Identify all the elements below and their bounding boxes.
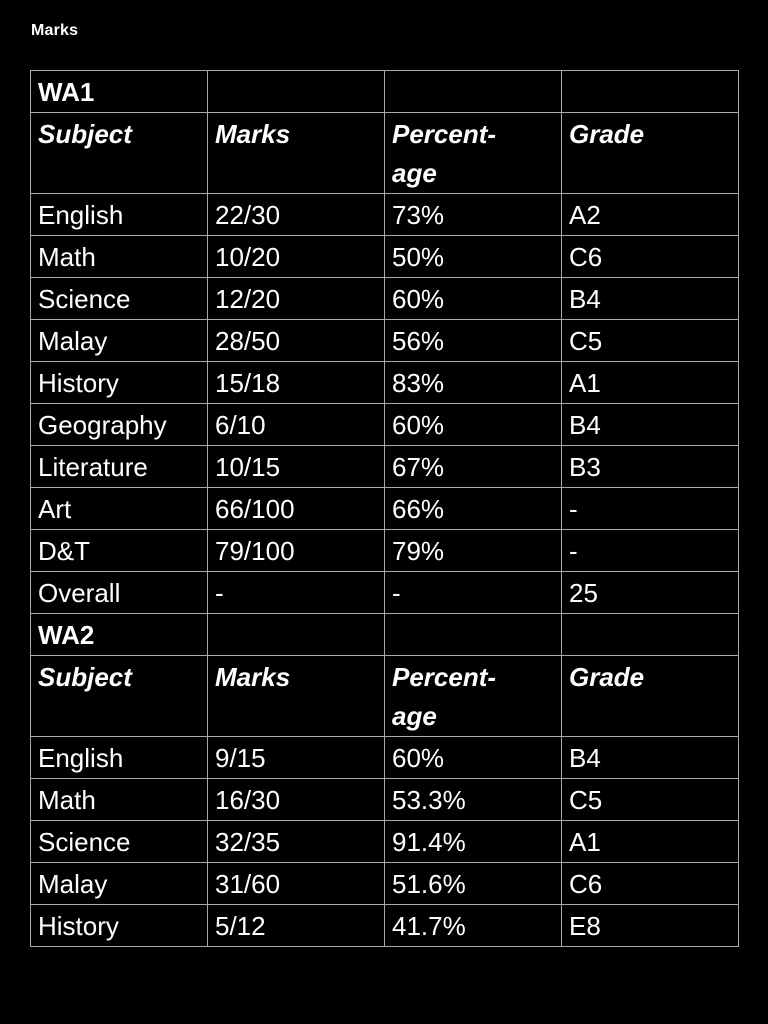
table-row: [31, 278, 739, 320]
cell-grade: -: [562, 530, 739, 572]
table-row: [31, 404, 739, 446]
cell-subject: English: [31, 737, 208, 779]
empty-cell: [208, 71, 385, 113]
empty-cell: [562, 614, 739, 656]
cell-marks: 5/12: [208, 905, 385, 947]
header-subject: Subject: [31, 113, 208, 194]
cell-percentage: 53.3%: [385, 779, 562, 821]
cell-marks: 10/20: [208, 236, 385, 278]
table-row: [31, 863, 739, 905]
cell-grade: B4: [562, 737, 739, 779]
table-row: [31, 905, 739, 947]
cell-marks: 16/30: [208, 779, 385, 821]
empty-cell: [385, 71, 562, 113]
cell-percentage: 73%: [385, 194, 562, 236]
cell-subject: Art: [31, 488, 208, 530]
table-row: [31, 236, 739, 278]
cell-percentage: 60%: [385, 278, 562, 320]
empty-cell: [385, 614, 562, 656]
cell-subject: Literature: [31, 446, 208, 488]
page-title: Marks: [31, 22, 79, 39]
cell-percentage: 56%: [385, 320, 562, 362]
cell-subject: Science: [31, 278, 208, 320]
cell-percentage: 51.6%: [385, 863, 562, 905]
table-row: [31, 194, 739, 236]
cell-subject: Math: [31, 779, 208, 821]
cell-grade: 25: [562, 572, 739, 614]
cell-grade: A2: [562, 194, 739, 236]
cell-marks: -: [208, 572, 385, 614]
header-marks: Marks: [208, 656, 385, 737]
cell-percentage: 60%: [385, 404, 562, 446]
cell-grade: C5: [562, 320, 739, 362]
cell-marks: 9/15: [208, 737, 385, 779]
cell-percentage: 83%: [385, 362, 562, 404]
header-percentage: [385, 113, 562, 194]
cell-subject: Malay: [31, 320, 208, 362]
cell-marks: 32/35: [208, 821, 385, 863]
cell-percentage: 41.7%: [385, 905, 562, 947]
cell-percentage: 79%: [385, 530, 562, 572]
cell-subject: Science: [31, 821, 208, 863]
table-row: [31, 821, 739, 863]
cell-marks: 66/100: [208, 488, 385, 530]
cell-grade: A1: [562, 821, 739, 863]
cell-grade: C6: [562, 236, 739, 278]
table-row: [31, 572, 739, 614]
cell-grade: B3: [562, 446, 739, 488]
cell-percentage: 67%: [385, 446, 562, 488]
cell-subject: History: [31, 362, 208, 404]
cell-marks: 10/15: [208, 446, 385, 488]
header-percentage-line1: Percent-: [392, 119, 497, 149]
header-percentage-line1: Percent-: [392, 662, 497, 692]
table-row: [31, 530, 739, 572]
cell-grade: C6: [562, 863, 739, 905]
empty-cell: [208, 614, 385, 656]
header-row: [31, 656, 739, 737]
header-percentage: [385, 656, 562, 737]
cell-marks: 12/20: [208, 278, 385, 320]
cell-subject: Malay: [31, 863, 208, 905]
header-percentage-line2: age: [392, 158, 437, 188]
section-title: WA2: [31, 614, 208, 656]
table-row: [31, 488, 739, 530]
marks-table-body: [31, 71, 739, 947]
header-subject: Subject: [31, 656, 208, 737]
table-row: [31, 362, 739, 404]
section-title-row: [31, 614, 739, 656]
header-row: [31, 113, 739, 194]
cell-subject: Overall: [31, 572, 208, 614]
cell-subject: D&T: [31, 530, 208, 572]
cell-percentage: 66%: [385, 488, 562, 530]
marks-table: [30, 70, 739, 947]
cell-subject: Math: [31, 236, 208, 278]
table-row: [31, 737, 739, 779]
cell-marks: 79/100: [208, 530, 385, 572]
cell-grade: A1: [562, 362, 739, 404]
cell-grade: E8: [562, 905, 739, 947]
cell-subject: English: [31, 194, 208, 236]
cell-marks: 15/18: [208, 362, 385, 404]
header-percentage-line2: age: [392, 701, 437, 731]
table-row: [31, 779, 739, 821]
table-row: [31, 320, 739, 362]
cell-grade: B4: [562, 278, 739, 320]
empty-cell: [562, 71, 739, 113]
cell-percentage: 50%: [385, 236, 562, 278]
cell-grade: -: [562, 488, 739, 530]
cell-marks: 28/50: [208, 320, 385, 362]
cell-marks: 6/10: [208, 404, 385, 446]
cell-percentage: 60%: [385, 737, 562, 779]
cell-percentage: -: [385, 572, 562, 614]
cell-percentage: 91.4%: [385, 821, 562, 863]
table-row: [31, 446, 739, 488]
cell-marks: 22/30: [208, 194, 385, 236]
cell-grade: C5: [562, 779, 739, 821]
section-title-row: [31, 71, 739, 113]
cell-subject: Geography: [31, 404, 208, 446]
header-marks: Marks: [208, 113, 385, 194]
header-grade: Grade: [562, 656, 739, 737]
section-title: WA1: [31, 71, 208, 113]
header-grade: Grade: [562, 113, 739, 194]
cell-subject: History: [31, 905, 208, 947]
cell-grade: B4: [562, 404, 739, 446]
cell-marks: 31/60: [208, 863, 385, 905]
